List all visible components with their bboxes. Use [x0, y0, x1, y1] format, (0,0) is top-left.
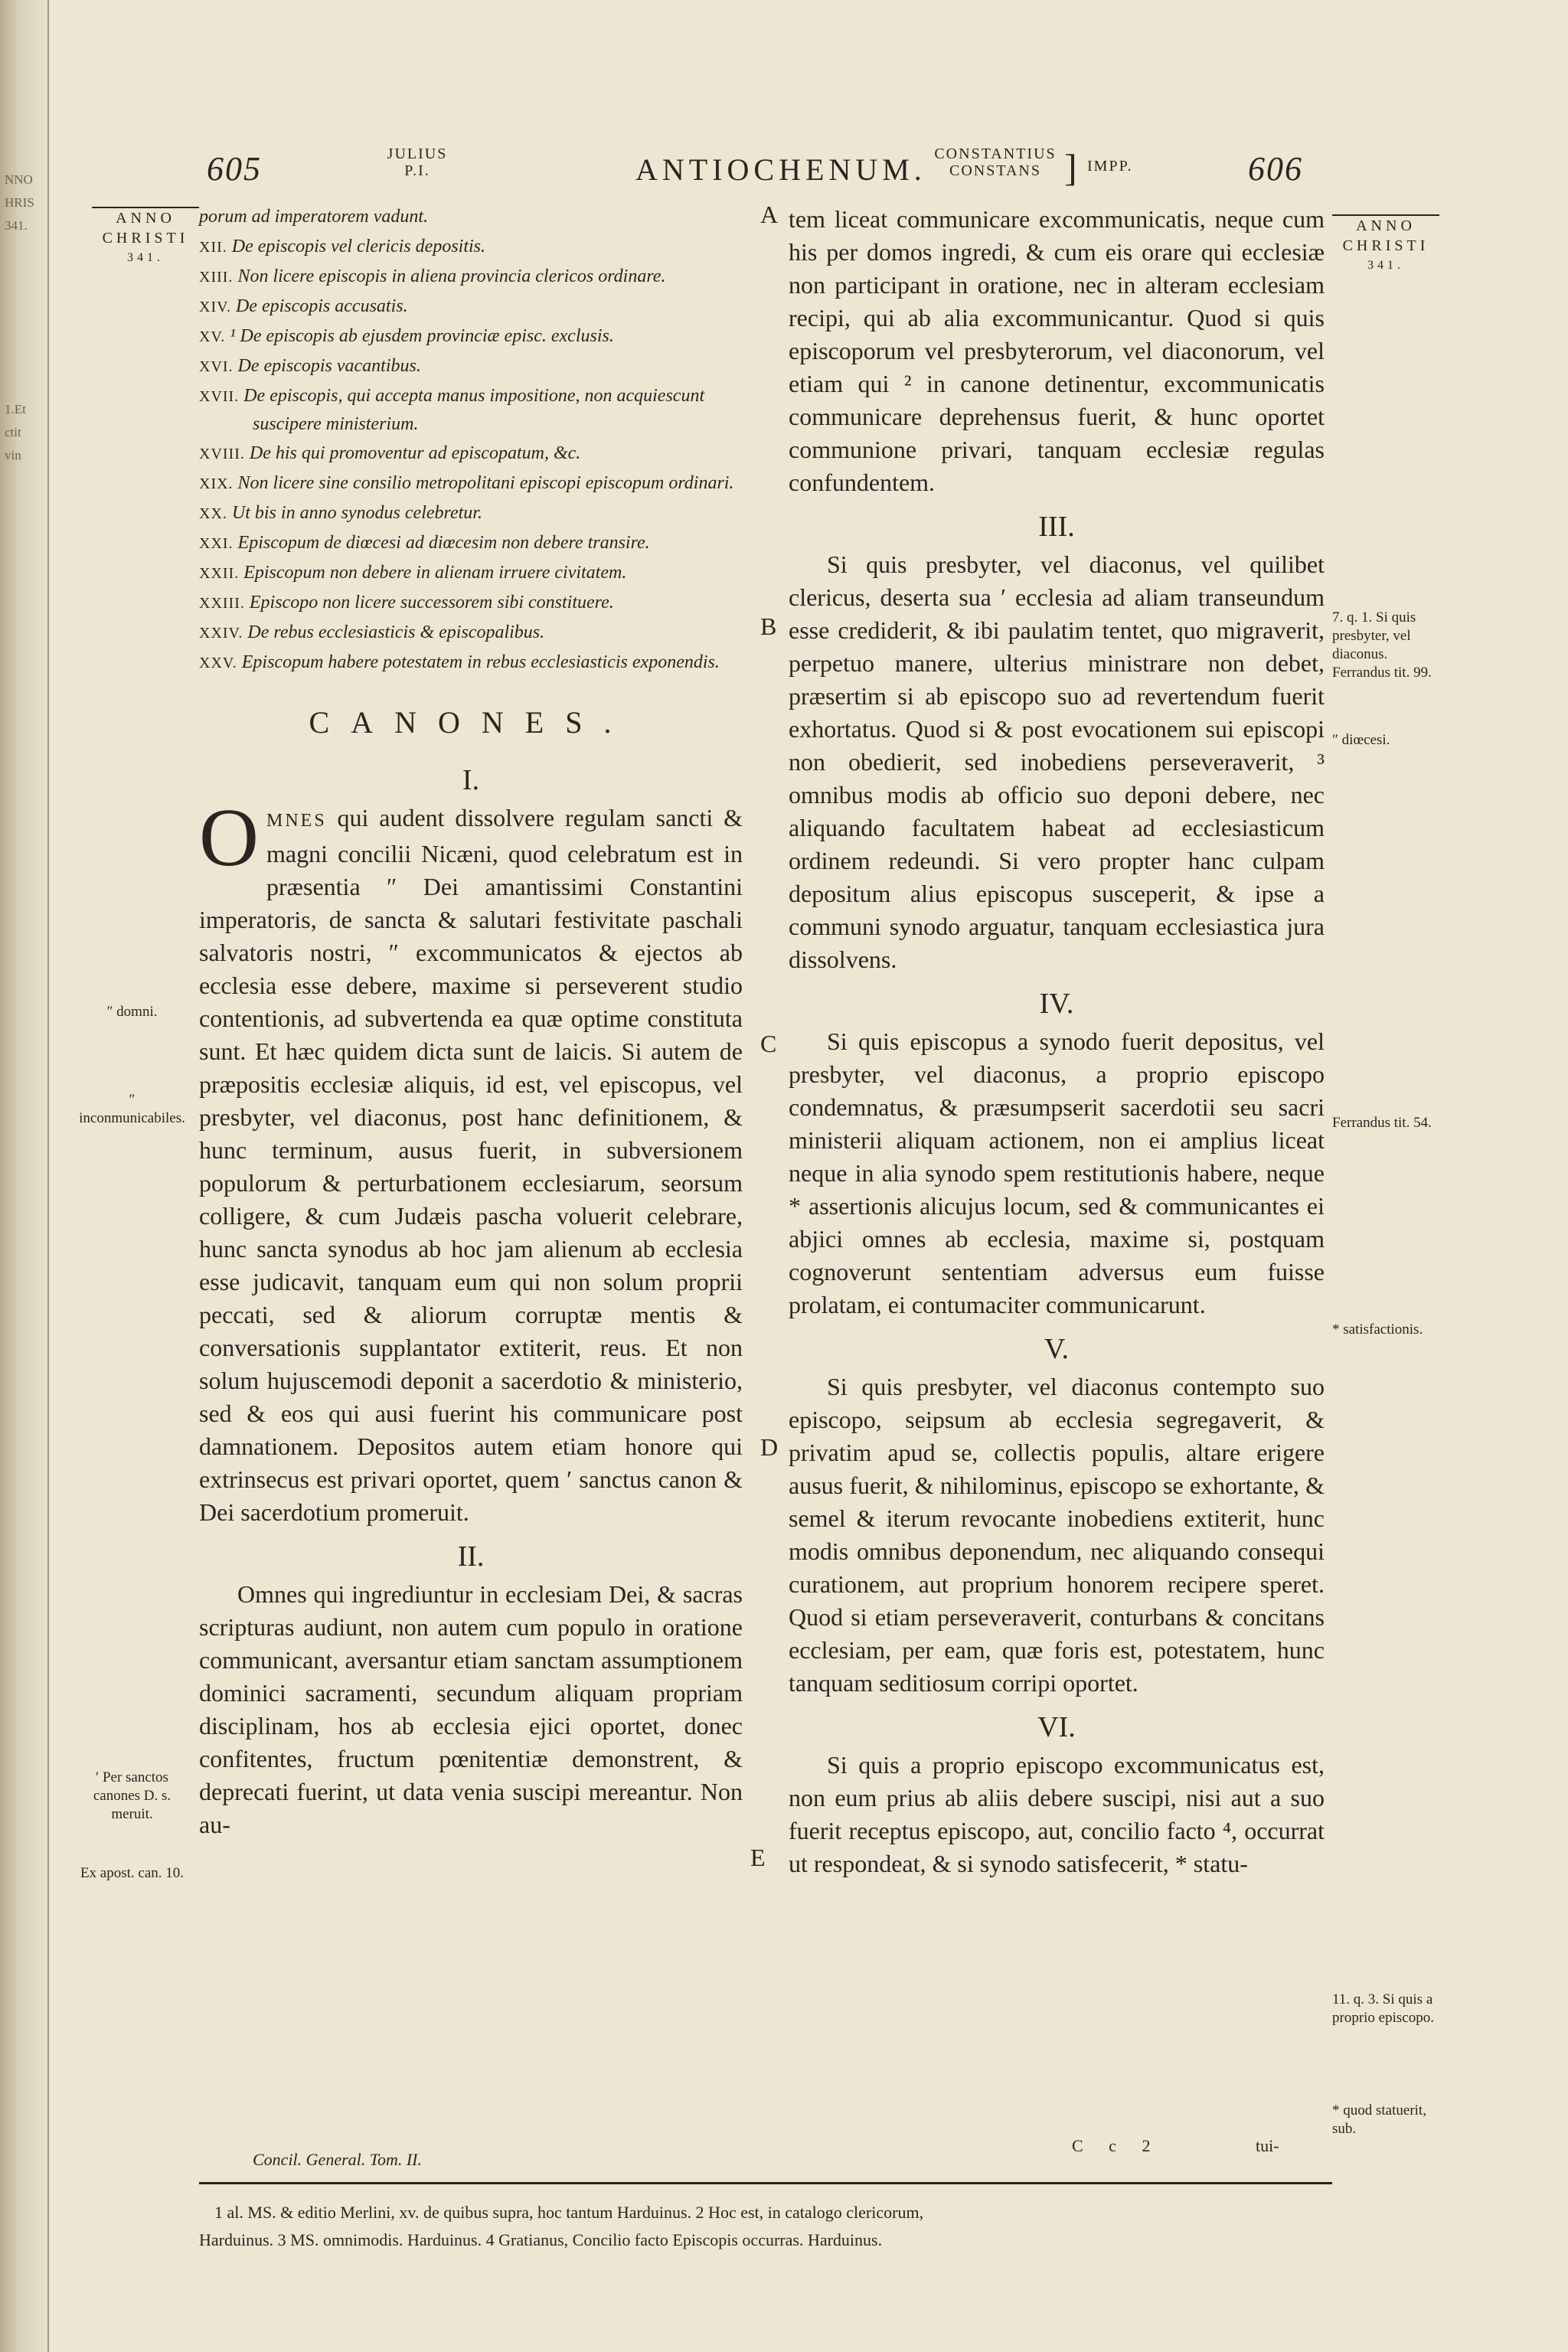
chapter-item	[199, 233, 743, 261]
signature-left: Concil. General. Tom. II.	[253, 2150, 423, 2169]
chapter-title: porum ad imperatorem vadunt.	[199, 207, 429, 227]
binding-gutter	[0, 0, 49, 2352]
chapter-number: XX.	[199, 505, 227, 522]
adjacent-page-edge-text: NNO HRIS 341. 1.Et ctit vin	[5, 172, 34, 462]
chapter-item	[199, 382, 743, 438]
chapter-title: Episcopo non licere successorem sibi constituere.	[249, 593, 614, 612]
right-column	[789, 203, 1325, 1880]
chapter-number: XII.	[199, 239, 227, 256]
canon-1-body: qui audent dissolvere regulam sancti & magni concilii Nicæni, quod celebratum est in præsentia ″ Dei amantissimi Constantini imperatoris, de sancta & salutari festivitate paschali salvatoris nostri, ″ excommunicatos & ejectos ab ecclesia esse debere, maxime si perseverent studio contentionis, ad subvertenda ea quæ optime constituta sunt. Et hæc quidem dicta sunt de laicis. Si autem de præpositis ecclesiæ aliquis, id est, vel episcopus, vel presbyter, vel diaconus, post hanc definitionem, & hunc terminum, ausus fuerit, in subversionem populorum & perturbationem ecclesiarum, seorsum colligere, & cum Judæis pascha voluerit celebrare, hunc sancta synodus ab hoc jam alienum ab ecclesia esse judicavit, tanquam eum qui non solum proprii peccati, sed & aliorum corruptæ mentis & conversationis supplantator extiterit, reus. Et non solum hujuscemodi deponit a sacerdotio & ministerio, sed & eos qui ausi fuerint his communicare post damnationem. Depositos autem etiam honore qui extrinsecus est privari oportet, quem ′ sanctus canon & Dei sacerdotium promeruit.	[199, 804, 743, 1526]
chapter-title: De episcopis accusatis.	[235, 296, 408, 316]
chapter-number: XXV.	[199, 655, 237, 671]
margin-note-satisfactionis: * satisfactionis.	[1332, 1321, 1423, 1338]
margin-note-gratian-7: 7. q. 1. Si quis presbyter, vel diaconus. Ferrandus tit. 99.	[1332, 609, 1432, 681]
canon-2-number: II.	[457, 1540, 485, 1573]
chapter-title: Episcopum de diœcesi ad diœcesim non debere transire.	[237, 533, 650, 553]
section-letter-c: C	[760, 1030, 777, 1057]
chapter-title: Ut bis in anno synodus celebretur.	[231, 503, 482, 523]
chapter-title: De episcopis, qui accepta manus impositione, non acquiescunt suscipere ministerium.	[243, 386, 705, 434]
chapter-number: XXII.	[199, 565, 240, 582]
chapter-title: De rebus ecclesiasticis & episcopalibus.	[247, 622, 545, 642]
chapter-item	[199, 559, 743, 587]
canon-1-text	[199, 792, 743, 1529]
chapter-item	[199, 589, 743, 617]
drop-cap: O	[199, 792, 259, 884]
emperor-constantius: CONSTANTIUS	[934, 145, 1057, 162]
canon-2-text: Omnes qui ingrediuntur in ecclesiam Dei, & sacras scripturas audiunt, non autem cum populo in oratione communicant, aversantur etiam sanctam assumptionem dominici sacramenti, secundum aliquam propriam disciplinam, hos ab ecclesia ejici oportet, donec confitentes, fructum pœnitentiæ demonstrent, & deprecati fuerint, ut data venia suscipi mereantur. Non au-	[199, 1580, 743, 1838]
lead-caps: MNES	[266, 811, 327, 831]
section-letter-d: D	[760, 1433, 779, 1461]
footnote-rule	[199, 2182, 1332, 2184]
canon-5-text: Si quis presbyter, vel diaconus contempto suo episcopo, seipsum ab ecclesia segregaverit, & privatim apud se, collectis populis, altare erigere ausus fuerit, & nihilominus, episcopo se exhortante, & semel & iterum revocante inobediens extiterit, hunc modis omnibus deponendum, nec aliquando consequi curationem, aut proprium honorem recipere speret. Quod si etiam perseveraverit, conturbans & concitans ecclesiam, per eam, quæ foris est, potestatem, hunc tanquam seditiosum corripi oportet.	[789, 1373, 1325, 1697]
section-letter-e: E	[750, 1844, 766, 1871]
chapter-number: XIII.	[199, 269, 234, 286]
chapter-number: XV.	[199, 328, 226, 345]
chapter-number: XVI.	[199, 358, 234, 375]
anno-label: ANNO	[1332, 214, 1439, 236]
canon-3-number: III.	[1038, 511, 1075, 543]
footnote-line-2: Harduinus. 3 MS. omnimodis. Harduinus. 4 Gratianus, Concilio facto Episcopis occurras. Harduinus.	[199, 2230, 883, 2249]
canon-6-text: Si quis a proprio episcopo excommunicatus est, non eum prius ab aliis debere suscipi, nisi aut a suo fuerit receptus episcopo, aut, concilio facto ⁴, occurrat ut respondeat, & si synodo satisfecerit, * statu-	[789, 1751, 1325, 1877]
margin-note-inconmunicabiles: ″ inconmunicabiles.	[79, 1092, 185, 1126]
margin-note-per-sanctos: ′ Per sanctos canones D. s. meruit.	[93, 1769, 172, 1822]
margin-note-ferrandus-54: Ferrandus tit. 54.	[1332, 1115, 1432, 1131]
left-emperor	[371, 145, 463, 179]
canon-5-number: V.	[1044, 1333, 1070, 1365]
canon-6-number: VI.	[1037, 1711, 1076, 1743]
christi-label: CHRISTI	[1342, 237, 1429, 254]
left-emperor-sub: P.I.	[404, 162, 430, 179]
catchword: tui-	[1256, 2136, 1279, 2155]
chapter-item	[199, 263, 743, 291]
footnote-line-1: 1 al. MS. & editio Merlini, xv. de quibus supra, hoc tantum Harduinus. 2 Hoc est, in catalogo clericorum,	[214, 2203, 924, 2222]
chapter-title: Non licere episcopis in aliena provincia clericos ordinare.	[237, 266, 666, 286]
chapter-item	[199, 322, 743, 351]
chapter-title: Episcopum habere potestatem in rebus ecclesiasticis exponendis.	[241, 652, 720, 672]
chapter-item	[199, 352, 743, 381]
page-header	[207, 145, 1340, 207]
year-label: 341.	[1367, 259, 1404, 272]
margin-note-domni: ″ domni.	[106, 1004, 158, 1020]
chapter-title: Episcopum non debere in alienam irruere civitatem.	[243, 563, 627, 583]
chapter-number: XIX.	[199, 475, 234, 492]
footnotes	[199, 2199, 1332, 2254]
chapter-title: De episcopis vel clericis depositis.	[231, 237, 486, 256]
chapter-title: De his qui promoventur ad episcopatum, &c.	[249, 443, 581, 463]
canones-heading: CANONES.	[309, 705, 633, 740]
emperor-constans: CONSTANS	[949, 162, 1041, 179]
year-label: 341.	[127, 251, 164, 264]
chapter-item	[199, 292, 743, 321]
chapter-number: XXIII.	[199, 595, 245, 612]
margin-note-ex-apost: Ex apost. can. 10.	[80, 1865, 185, 1881]
right-page-number: 606	[1248, 150, 1303, 188]
anno-label: ANNO	[92, 207, 199, 228]
running-title: ANTIOCHENUM.	[635, 152, 926, 187]
christi-label: CHRISTI	[102, 230, 189, 247]
margin-note-gratian-11: 11. q. 3. Si quis a proprio episcopo.	[1332, 1991, 1434, 2026]
chapter-item	[199, 619, 743, 647]
right-anno-christi	[1332, 214, 1439, 276]
margin-note-dioecesi: ″ diœcesi.	[1332, 732, 1390, 748]
margin-note-quod-statuerit: * quod statuerit, sub.	[1332, 2102, 1426, 2137]
canon-1-number: I.	[462, 764, 480, 796]
impp-label: IMPP.	[1087, 158, 1133, 175]
chapter-title: Non licere sine consilio metropolitani episcopi episcopum ordinari.	[237, 473, 734, 493]
signature-right: C c 2	[1072, 2136, 1161, 2155]
continued-text: tem liceat communicare excommunicatis, neque cum his per domos ingredi, & cum eis orare qui ecclesiæ non participant in oratione, nec in alteram ecclesiam recipi, qui ab alia excommunicantur. Quod si quis episcoporum vel presbyterorum, vel diaconorum, vel etiam qui ² in canone detinentur, excommunicatis communicare deprehensus fuerit, & hunc oportet communione privari, tanquam ecclesiæ regulas confundentem.	[789, 205, 1325, 496]
chapter-list	[199, 203, 743, 677]
chapter-number: XIV.	[199, 299, 231, 315]
chapter-number: XXI.	[199, 535, 234, 552]
chapter-title: De episcopis vacantibus.	[237, 356, 421, 376]
left-anno-christi	[92, 207, 199, 268]
emperors-block	[926, 145, 1064, 179]
chapter-item	[199, 529, 743, 557]
chapter-item	[199, 499, 743, 528]
left-column	[199, 203, 743, 1841]
left-page-number: 605	[207, 150, 262, 188]
canon-3-text: Si quis presbyter, vel diaconus, vel quilibet clericus, deserta sua ′ ecclesia ad aliam transeundum esse crediderit, & ibi paulatim tentet, quo migraverit, perpetuo manere, ulterius ministrare non debet, præsertim si ab episcopo suo ad revertendum fuerit exhortatus. Quod si & post evocationem sui episcopi non obedierit, sed inobediens perseveraverit, ³ omnibus modis ab officio suo deponi debere, nec aliquando facultatem habeat ad ecclesiasticum ordinem redeundi. Si vero propter hanc culpam depositum alius episcopus susceperit, & ipse a communi synodo arguatur, tanquam ecclesiastica jura dissolvens.	[789, 550, 1325, 973]
chapter-number: XXIV.	[199, 625, 243, 642]
left-emperor-name: JULIUS	[387, 145, 448, 162]
canon-4-text: Si quis episcopus a synodo fuerit depositus, vel presbyter, vel diaconus, a proprio episcopo condemnatus, & præsumpserit sacerdotii seu sacri ministerii aliquam actionem, non ei amplius liceat neque in alia synodo spem restitutionis habere, neque * assertionis alicujus locum, sed & communicantes ei abjici omnes ab ecclesia, maxime si, postquam cognoverunt sententiam adversus eum fuisse prolatam, ei contumaciter communicarunt.	[789, 1027, 1325, 1318]
chapter-item	[199, 648, 743, 677]
canon-4-number: IV.	[1039, 988, 1074, 1020]
chapter-number: XVII.	[199, 388, 240, 405]
section-letter-a: A	[760, 201, 779, 228]
chapter-item	[199, 203, 743, 231]
emperors-bracket: ]	[1064, 146, 1077, 189]
chapter-item	[199, 469, 743, 498]
chapter-number: XVIII.	[199, 446, 245, 462]
chapter-title: ¹ De episcopis ab ejusdem provinciæ episc. exclusis.	[230, 326, 614, 346]
section-letter-b: B	[760, 612, 777, 640]
chapter-item	[199, 439, 743, 468]
